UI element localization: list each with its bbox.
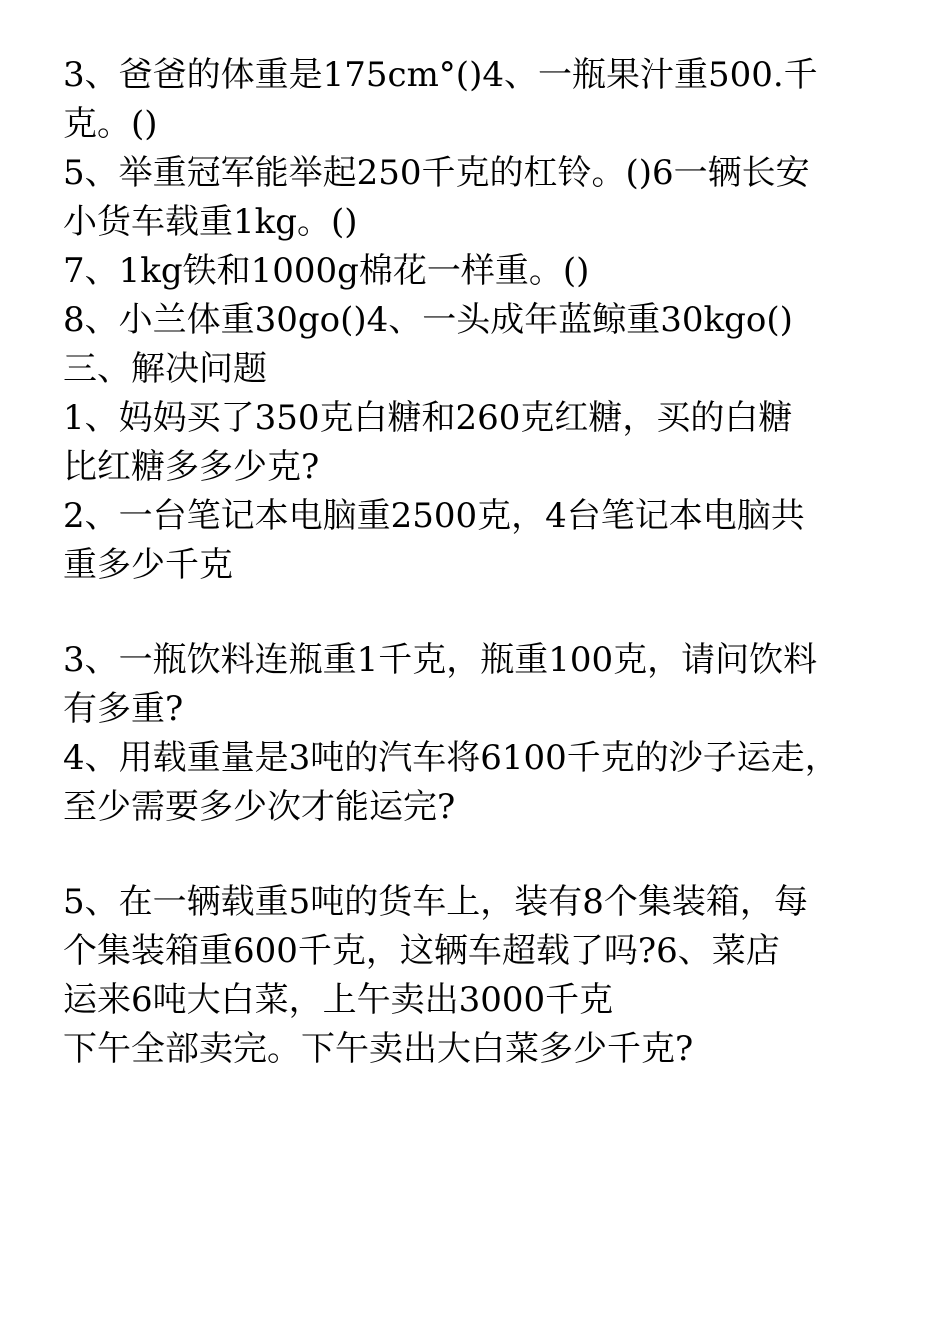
- problem-4-line-1: 4、用载重量是3吨的汽车将6100千克的沙子运走，: [63, 738, 839, 778]
- judgment-line-1: 3、爸爸的体重是175cm°()4、一瓶果汁重500.千: [63, 55, 818, 95]
- problem-1-line-1: 1、妈妈买了350克白糖和260克红糖，买的白糖: [63, 398, 793, 438]
- section-heading: 三、解决问题: [63, 349, 267, 389]
- problem-5-line-4: 下午全部卖完。下午卖出大白菜多少千克?: [63, 1029, 694, 1069]
- judgment-line-5: 7、1kg铁和1000g棉花一样重。(): [63, 251, 590, 291]
- judgment-line-6: 8、小兰体重30go()4、一头成年蓝鲸重30kgo(): [63, 300, 793, 340]
- judgment-line-4: 小货车载重1kg。(): [63, 202, 358, 242]
- problem-2-line-2: 重多少千克: [63, 545, 233, 585]
- problem-1-line-2: 比红糖多多少克?: [63, 447, 320, 487]
- problem-5-line-1: 5、在一辆载重5吨的货车上，装有8个集装箱，每: [63, 882, 808, 922]
- judgment-line-3: 5、举重冠军能举起250千克的杠铃。()6一辆长安: [63, 153, 810, 193]
- judgment-line-2: 克。(): [63, 104, 158, 144]
- problem-3-line-2: 有多重?: [63, 689, 184, 729]
- problem-5-line-3: 运来6吨大白菜，上午卖出3000千克: [63, 980, 614, 1020]
- problem-5-line-2: 个集装箱重600千克，这辆车超载了吗?6、菜店: [63, 931, 780, 971]
- problem-2-line-1: 2、一台笔记本电脑重2500克，4台笔记本电脑共: [63, 496, 805, 536]
- problem-4-line-2: 至少需要多少次才能运完?: [63, 787, 456, 827]
- problem-3-line-1: 3、一瓶饮料连瓶重1千克，瓶重100克，请问饮料: [63, 640, 818, 680]
